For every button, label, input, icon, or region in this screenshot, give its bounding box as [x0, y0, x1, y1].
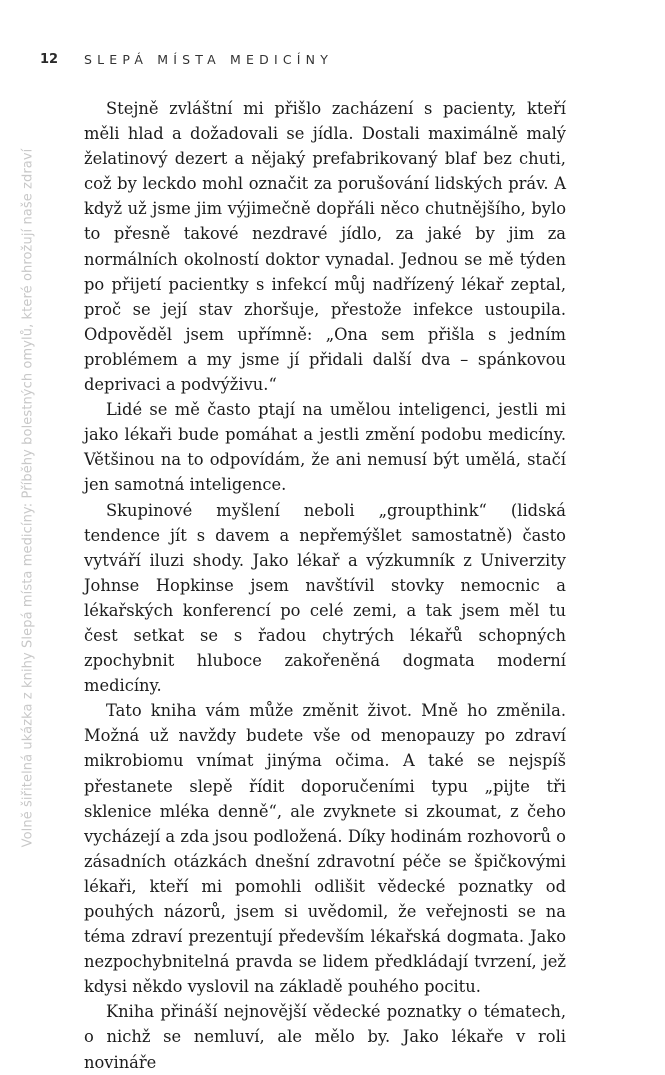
- paragraph: Lidé se mě často ptají na umělou inteligenci, jestli mi jako lékaři bude pomáhat a jestli změní podobu medicíny. Většinou na to odpovídám, že ani nemusí být umělá, stačí jen samotná inteligence.: [84, 400, 566, 495]
- paragraph: Kniha přináší nejnovější vědecké poznatky o tématech, o nichž se nemluví, ale mělo by. Jako lékaře v roli novináře: [84, 1002, 566, 1072]
- paragraph: Skupinové myšlení neboli „groupthink“ (lidská tendence jít s davem a nepřemýšlet samostatně) často vytváří iluzi shody. Jako lékař a výzkumník z Univerzity Johnse Hopkinse jsem navštívil stovky nemocnic a lékařských konferencí po celé zemi, a tak jsem měl tu čest setkat se s řadou chytrých lékařů schopných zpochybnit hluboce zakořeněná dogmata moderní medicíny.: [84, 500, 566, 696]
- running-head: [40, 49, 333, 69]
- page-number: 12: [40, 51, 59, 67]
- watermark-text: Volně šiřitelná ukázka z knihy Slepá místa medicíny: Příběhy bolestných omylů, které ohrožují naše zdraví: [20, 148, 36, 848]
- paragraph: Tato kniha vám může změnit život. Mně ho změnila. Možná už navždy budete vše od menopauzy po zdraví mikrobiomu vnímat jinýma očima. A také se nejspíš přestanete slepě řídit doporučeními typu „pijte tři sklenice mléka denně“, ale zvyknete si zkoumat, z čeho vycházejí a zda jsou podložená. Díky hodinám rozhovorů o zásadních otázkách dnešní zdravotní péče se špičkovými lékaři, kteří mi pomohli odlišit vědecké poznatky od pouhých názorů, jsem si uvědomil, že veřejnosti se na téma zdraví prezentují především lékařská dogmata. Jako nezpochybnitelná pravda se lidem předkládají tvrzení, jež kdysi někdo vyslovil na základě pouhého pocitu.: [84, 701, 566, 997]
- body-text: [84, 96, 566, 1075]
- paragraph: Stejně zvláštní mi přišlo zacházení s pacienty, kteří měli hlad a dožadovali se jídla. Dostali maximálně malý želatinový dezert a nějaký prefabrikovaný blaf bez chuti, což by leckdo mohl označit za porušování lidských práv. A když už jsme jim výjimečně dopřáli něco chutnějšího, bylo to přesně takové nezdravé jídlo, za jaké by jim za normálních okolností doktor vynadal. Jednou se mě týden po přijetí pacientky s infekcí můj nadřízený lékař zeptal, proč se její stav zhoršuje, přestože infekce ustoupila. Odpověděl jsem upřímně: „Ona sem přišla s jedním problémem a my jsme jí přidali další dva – spánkovou deprivaci a podvýživu.“: [84, 99, 566, 395]
- running-title: SLEPÁ MÍSTA MEDICÍNY: [84, 51, 334, 67]
